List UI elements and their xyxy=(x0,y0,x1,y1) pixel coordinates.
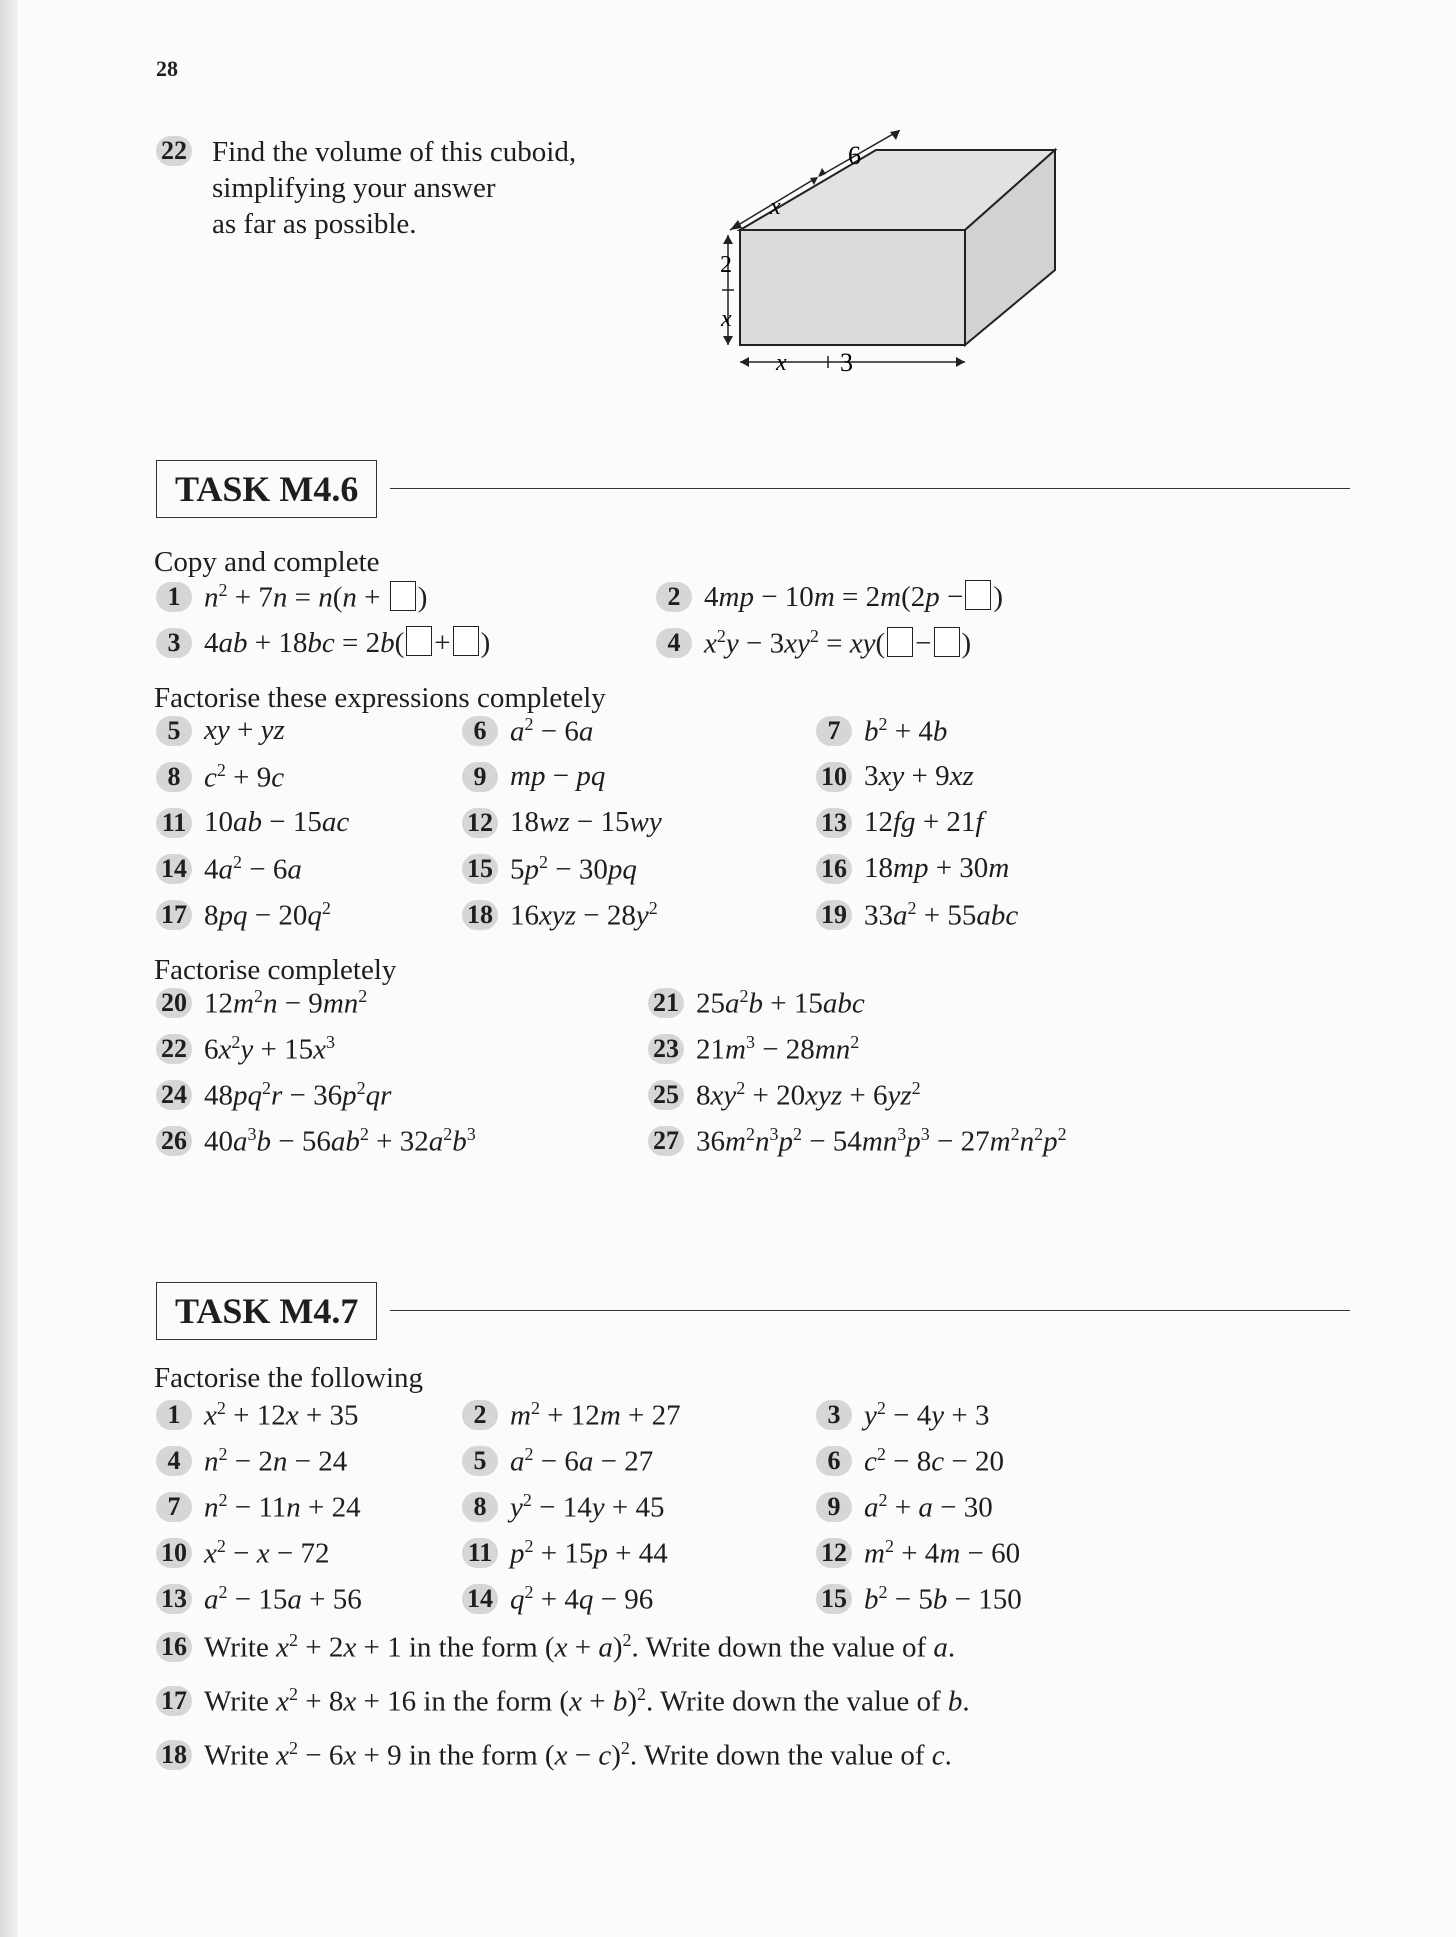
book-spine-shadow xyxy=(0,0,18,1937)
exercise-number: 23 xyxy=(648,1034,684,1064)
exercise-item xyxy=(156,1124,476,1159)
expression: $4a^2 - 6a$ xyxy=(204,852,302,886)
exercise-number: 7 xyxy=(816,716,852,746)
exercise-item xyxy=(462,1536,668,1571)
exercise-number: 15 xyxy=(462,854,498,884)
exercise-number: 12 xyxy=(462,808,498,838)
expression: $x^2y - 3xy^2 = xy$( − ) xyxy=(704,626,972,660)
exercise-item xyxy=(648,1124,1067,1159)
exercise-number: 10 xyxy=(156,1538,192,1568)
exercise-item xyxy=(156,1630,955,1665)
label-bottom-x: x xyxy=(776,350,787,376)
exercise-number: 21 xyxy=(648,988,684,1018)
exercise-number: 3 xyxy=(156,628,192,658)
exercise-item xyxy=(816,852,1009,885)
exercise-number: 1 xyxy=(156,582,192,612)
expression: 3xy + 9xz xyxy=(864,760,974,792)
expression: $m^2 + 12m + 27$ xyxy=(510,1398,681,1432)
exercise-item xyxy=(156,852,302,887)
exercise-number: 8 xyxy=(156,762,192,792)
question-22 xyxy=(156,136,192,166)
expression: $8pq - 20q^2$ xyxy=(204,898,331,932)
expression: $a^2 - 6a - 27$ xyxy=(510,1444,654,1478)
question-22-text xyxy=(212,134,576,242)
expression: $x^2 + 12x + 35$ xyxy=(204,1398,359,1432)
expression: $6x^2y + 15x^3$ xyxy=(204,1032,335,1066)
expression: $b^2 - 5b - 150$ xyxy=(864,1582,1022,1616)
expression: Write $x^2 - 6x + 9$ in the form $(x - c)^2$. Write down the value of c. xyxy=(204,1738,952,1772)
exercise-number: 6 xyxy=(462,716,498,746)
exercise-number: 9 xyxy=(462,762,498,792)
exercise-item xyxy=(816,1398,989,1433)
exercise-number: 18 xyxy=(462,900,498,930)
label-bottom-3: 3 xyxy=(840,348,853,377)
label-left-x: x xyxy=(721,306,732,332)
exercise-number: 17 xyxy=(156,1686,192,1716)
exercise-number: 8 xyxy=(462,1492,498,1522)
task-title-box xyxy=(156,460,377,518)
exercise-number: 15 xyxy=(816,1584,852,1614)
expression: $12m^2n - 9mn^2$ xyxy=(204,986,368,1020)
exercise-item xyxy=(816,714,947,749)
answer-box[interactable] xyxy=(390,581,416,611)
expression: $8xy^2 + 20xyz + 6yz^2$ xyxy=(696,1078,921,1112)
exercise-number: 3 xyxy=(816,1400,852,1430)
expression: $c^2 - 8c - 20$ xyxy=(864,1444,1004,1478)
exercise-item xyxy=(156,1582,362,1617)
exercise-number: 17 xyxy=(156,900,192,930)
exercise-item xyxy=(156,1398,358,1433)
exercise-number: 22 xyxy=(156,1034,192,1064)
exercise-item xyxy=(462,1444,653,1479)
exercise-item xyxy=(156,1078,391,1113)
expression: mp − pq xyxy=(510,760,606,792)
section-heading: Copy and complete xyxy=(154,546,380,578)
exercise-number: 19 xyxy=(816,900,852,930)
expression: $c^2 + 9c$ xyxy=(204,760,285,794)
task-rule xyxy=(390,488,1350,489)
expression: $5p^2 - 30pq$ xyxy=(510,852,637,886)
exercise-number: 2 xyxy=(656,582,692,612)
exercise-number: 16 xyxy=(816,854,852,884)
task-title: TASK M4.6 xyxy=(175,469,359,509)
exercise-number: 24 xyxy=(156,1080,192,1110)
exercise-item xyxy=(156,626,490,660)
expression: $x^2 - x - 72$ xyxy=(204,1536,330,1570)
exercise-item xyxy=(648,1078,921,1113)
exercise-number: 26 xyxy=(156,1126,192,1156)
label-top-6: 6 xyxy=(848,141,861,170)
expression: $y^2 - 14y + 45$ xyxy=(510,1490,665,1524)
expression: $m^2 + 4m - 60$ xyxy=(864,1536,1021,1570)
task-title: TASK M4.7 xyxy=(175,1291,359,1331)
cuboid-front-face xyxy=(740,230,965,345)
expression: 12fg + 21f xyxy=(864,806,984,838)
expression: $n^2 - 2n - 24$ xyxy=(204,1444,348,1478)
exercise-number: 25 xyxy=(648,1080,684,1110)
text-line: as far as possible. xyxy=(212,208,417,240)
exercise-item xyxy=(462,1398,681,1433)
label-left-2: 2 xyxy=(720,252,732,278)
expression: $16xyz - 28y^2$ xyxy=(510,898,658,932)
exercise-item xyxy=(156,1684,970,1719)
exercise-item xyxy=(816,1582,1022,1617)
expression: 4ab + 18bc = 2b( + ) xyxy=(204,627,491,659)
expression: $a^2 + a - 30$ xyxy=(864,1490,993,1524)
exercise-number: 10 xyxy=(816,762,852,792)
exercise-number: 1 xyxy=(156,1400,192,1430)
expression: $a^2 - 15a + 56$ xyxy=(204,1582,362,1616)
exercise-item xyxy=(462,714,593,749)
exercise-number: 14 xyxy=(462,1584,498,1614)
exercise-item xyxy=(156,806,349,839)
text-line: simplifying your answer xyxy=(212,172,496,204)
section-heading: Factorise completely xyxy=(154,954,397,986)
exercise-number: 11 xyxy=(156,808,192,838)
answer-box[interactable] xyxy=(406,626,432,656)
exercise-item xyxy=(156,714,285,747)
expression: $25a^2b + 15abc$ xyxy=(696,986,865,1020)
task-rule xyxy=(390,1310,1350,1311)
expression: $y^2 - 4y + 3$ xyxy=(864,1398,990,1432)
expression: $p^2 + 15p + 44$ xyxy=(510,1536,668,1570)
expression: 18wz − 15wy xyxy=(510,806,662,838)
exercise-number: 4 xyxy=(656,628,692,658)
exercise-number: 16 xyxy=(156,1632,192,1662)
section-heading: Factorise these expressions completely xyxy=(154,682,606,714)
exercise-item xyxy=(648,1032,859,1067)
expression: $48pq^2r - 36p^2qr$ xyxy=(204,1078,392,1112)
exercise-item xyxy=(462,1582,653,1617)
expression: 4mp − 10m = 2m(2p − ) xyxy=(704,581,1004,613)
exercise-item xyxy=(156,986,367,1021)
exercise-item xyxy=(816,806,983,839)
exercise-number: 13 xyxy=(816,808,852,838)
section-heading: Factorise the following xyxy=(154,1362,424,1394)
expression: Write $x^2 + 2x + 1$ in the form $(x + a)^2$. Write down the value of a. xyxy=(204,1630,956,1664)
exercise-number: 11 xyxy=(462,1538,498,1568)
exercise-item xyxy=(156,898,331,933)
exercise-item xyxy=(156,1536,329,1571)
expression: $b^2 + 4b$ xyxy=(864,714,948,748)
exercise-item xyxy=(156,1444,347,1479)
exercise-number: 5 xyxy=(156,716,192,746)
exercise-item xyxy=(156,580,427,615)
exercise-item xyxy=(156,760,284,795)
exercise-number: 2 xyxy=(462,1400,498,1430)
exercise-number: 4 xyxy=(156,1446,192,1476)
exercise-item xyxy=(462,1490,664,1525)
exercise-number: 13 xyxy=(156,1584,192,1614)
exercise-item xyxy=(816,1444,1004,1479)
expression: $n^2 + 7n = n(n$ + ) xyxy=(204,580,428,614)
expression: 10ab − 15ac xyxy=(204,806,350,838)
expression: $33a^2 + 55abc$ xyxy=(864,898,1019,932)
exercise-item xyxy=(816,1490,993,1525)
exercise-item xyxy=(816,1536,1020,1571)
exercise-number: 5 xyxy=(462,1446,498,1476)
expression: Write $x^2 + 8x + 16$ in the form $(x + b)^2$. Write down the value of b. xyxy=(204,1684,970,1718)
expression: $40a^3b - 56ab^2 + 32a^2b^3$ xyxy=(204,1124,476,1158)
exercise-item xyxy=(462,852,637,887)
exercise-number: 14 xyxy=(156,854,192,884)
cuboid-diagram xyxy=(700,130,1080,380)
exercise-item xyxy=(816,760,974,793)
expression: $a^2 - 6a$ xyxy=(510,714,594,748)
exercise-item xyxy=(156,1032,335,1067)
expression: $n^2 - 11n + 24$ xyxy=(204,1490,361,1524)
label-top-x: x xyxy=(770,194,781,220)
exercise-number: 27 xyxy=(648,1126,684,1156)
exercise-number: 12 xyxy=(816,1538,852,1568)
exercise-item xyxy=(462,898,658,933)
question-number: 22 xyxy=(156,136,192,166)
exercise-item xyxy=(648,986,865,1021)
expression: $q^2 + 4q - 96$ xyxy=(510,1582,654,1616)
exercise-item xyxy=(462,760,605,793)
exercise-number: 18 xyxy=(156,1740,192,1770)
expression: $21m^3 - 28mn^2$ xyxy=(696,1032,860,1066)
exercise-item xyxy=(156,1738,952,1773)
task-title-box xyxy=(156,1282,377,1340)
page-number: 28 xyxy=(156,56,178,81)
exercise-number: 20 xyxy=(156,988,192,1018)
answer-box[interactable] xyxy=(453,626,479,656)
exercise-item xyxy=(656,626,971,661)
text-line: Find the volume of this cuboid, xyxy=(212,136,577,168)
exercise-number: 7 xyxy=(156,1492,192,1522)
answer-box[interactable] xyxy=(887,627,913,657)
answer-box[interactable] xyxy=(965,580,991,610)
exercise-number: 6 xyxy=(816,1446,852,1476)
exercise-item xyxy=(816,898,1018,933)
expression: $36m^2n^3p^2 - 54mn^3p^3 - 27m^2n^2p^2$ xyxy=(696,1124,1067,1158)
exercise-item xyxy=(156,1490,361,1525)
expression: 18mp + 30m xyxy=(864,852,1010,884)
exercise-number: 9 xyxy=(816,1492,852,1522)
answer-box[interactable] xyxy=(934,627,960,657)
expression: xy + yz xyxy=(204,714,285,746)
exercise-item xyxy=(462,806,662,839)
exercise-item xyxy=(656,580,1003,614)
